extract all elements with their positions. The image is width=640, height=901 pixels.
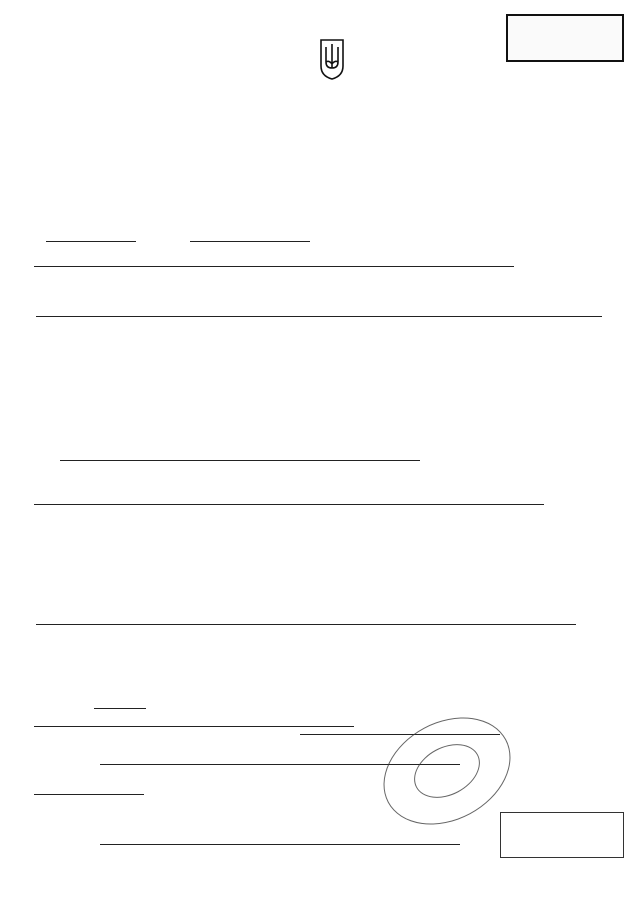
head-of-department-stamp (500, 812, 624, 858)
item3-sum (94, 708, 146, 709)
order-number (190, 241, 310, 242)
item3-account-line (34, 716, 609, 732)
item1-name-a (60, 460, 420, 461)
item1-address (34, 504, 544, 505)
item4-text (34, 784, 609, 800)
item3-account (34, 726, 354, 727)
tenant-name (34, 266, 514, 267)
item4-line (100, 754, 600, 770)
item5-org (100, 844, 460, 845)
trident-emblem-icon (317, 38, 347, 80)
address-handwritten (36, 316, 602, 317)
item1-text (34, 494, 609, 510)
item4-checks (34, 794, 144, 795)
owner-name (36, 624, 576, 625)
date-line (46, 230, 606, 247)
round-stamp-inner (405, 733, 489, 808)
tenant-line (34, 256, 609, 272)
item1-line (60, 450, 610, 466)
date-month (46, 241, 136, 242)
item3-line (94, 698, 614, 714)
copy-stamp (506, 14, 624, 62)
